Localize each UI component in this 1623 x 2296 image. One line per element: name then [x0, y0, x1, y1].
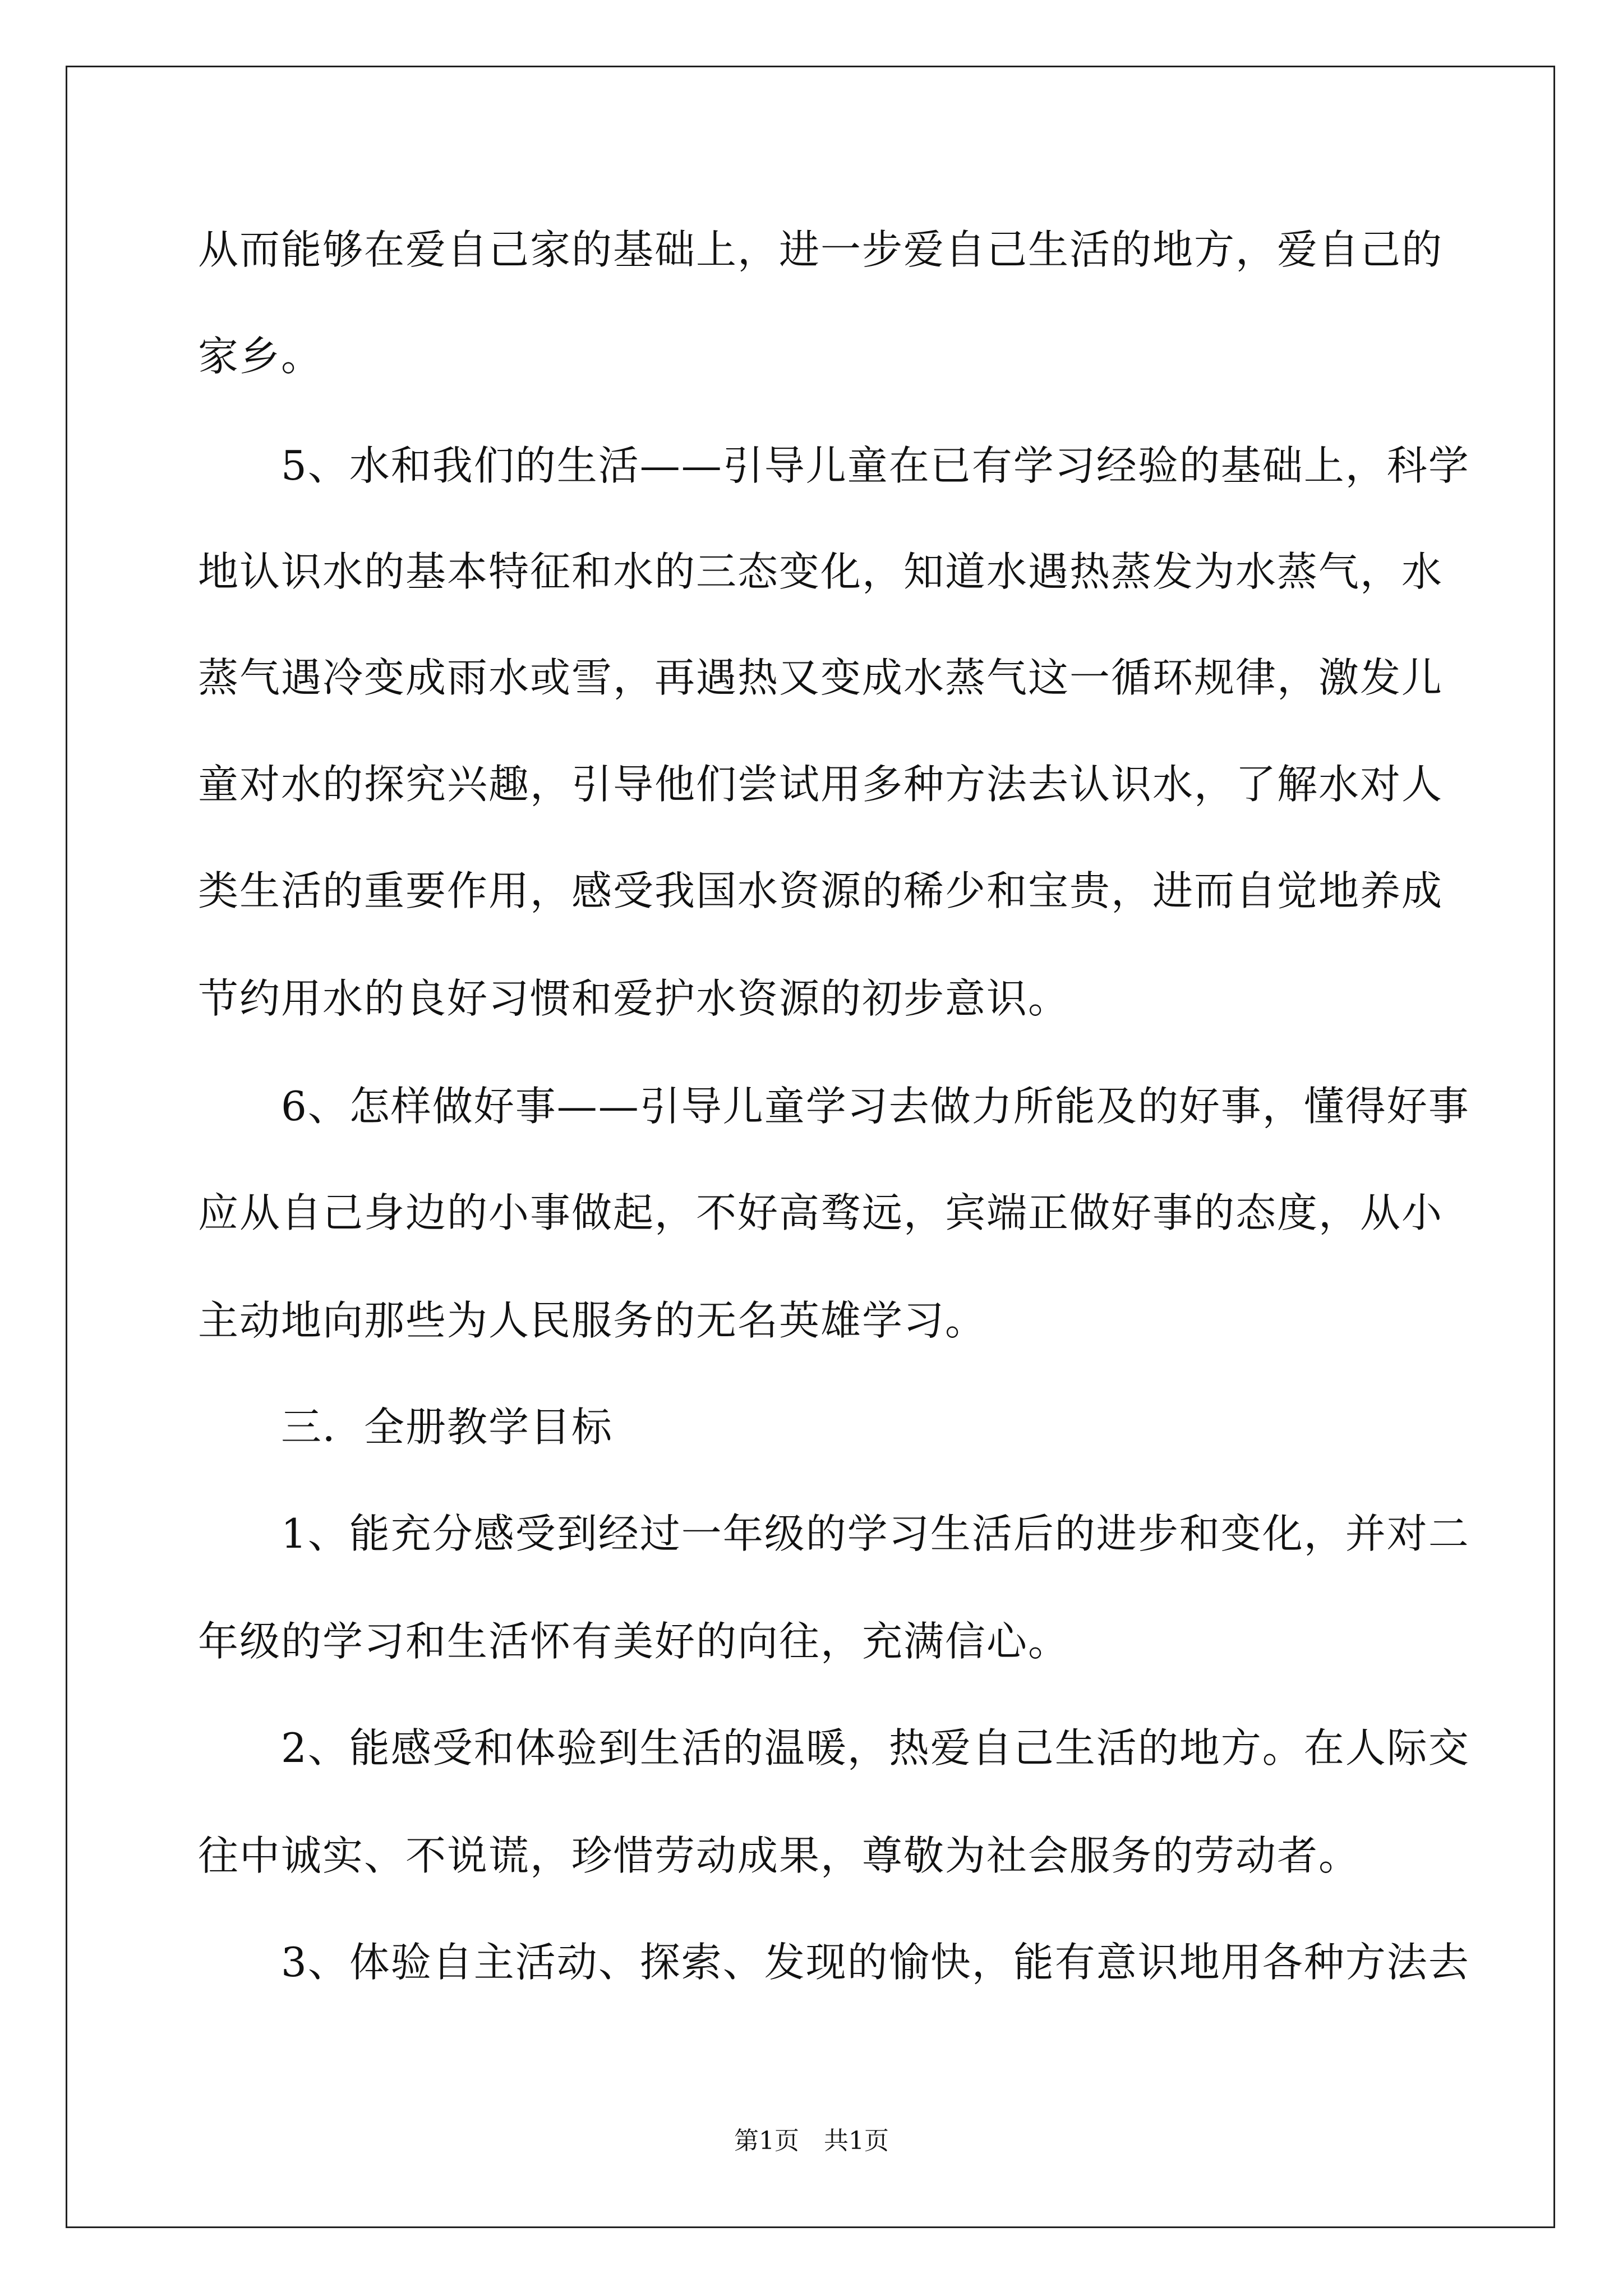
- text-line: 1、能充分感受到经过一年级的学习生活后的进步和变化，并对二: [198, 1510, 1470, 1557]
- text-line: 往中诚实、不说谎，珍惜劳动成果，尊敬为社会服务的劳动者。: [198, 1832, 1361, 1879]
- text-line: 家乡。: [198, 333, 323, 380]
- text-line: 从而能够在爱自己家的基础上，进一步爱自己生活的地方，爱自己的: [198, 226, 1444, 273]
- page-footer: [0, 2127, 1623, 2155]
- page-border: [66, 66, 1555, 2228]
- text-line: 2、能感受和体验到生活的温暖，热爱自己生活的地方。在人际交: [198, 1724, 1470, 1772]
- text-line: 年级的学习和生活怀有美好的向往，充满信心。: [198, 1618, 1070, 1665]
- text-line: 节约用水的良好习惯和爱护水资源的初步意识。: [198, 975, 1070, 1022]
- text-line: 蒸气遇冷变成雨水或雪，再遇热又变成水蒸气这一循环规律，激发儿: [198, 654, 1444, 701]
- text-line: 5、水和我们的生活——引导儿童在已有学习经验的基础上，科学: [198, 442, 1470, 489]
- text-line: 主动地向那些为人民服务的无名英雄学习。: [198, 1297, 987, 1344]
- text-line: 类生活的重要作用，感受我国水资源的稀少和宝贵，进而自觉地养成: [198, 867, 1444, 914]
- text-line: 6、怎样做好事——引导儿童学习去做力所能及的好事，懂得好事: [198, 1083, 1470, 1130]
- text-line: 地认识水的基本特征和水的三态变化，知道水遇热蒸发为水蒸气，水: [198, 548, 1444, 595]
- page-number: 第1页: [734, 2127, 799, 2155]
- page-total: 共1页: [824, 2127, 889, 2155]
- text-line: 应从自己身边的小事做起，不好高骛远，宾端正做好事的态度，从小: [198, 1189, 1444, 1236]
- text-line: 3、体验自主活动、探索、发现的愉快，能有意识地用各种方法去: [198, 1939, 1470, 1986]
- text-line: 童对水的探究兴趣，引导他们尝试用多种方法去认识水，了解水对人: [198, 761, 1444, 808]
- section-heading: 三．全册教学目标: [198, 1404, 614, 1451]
